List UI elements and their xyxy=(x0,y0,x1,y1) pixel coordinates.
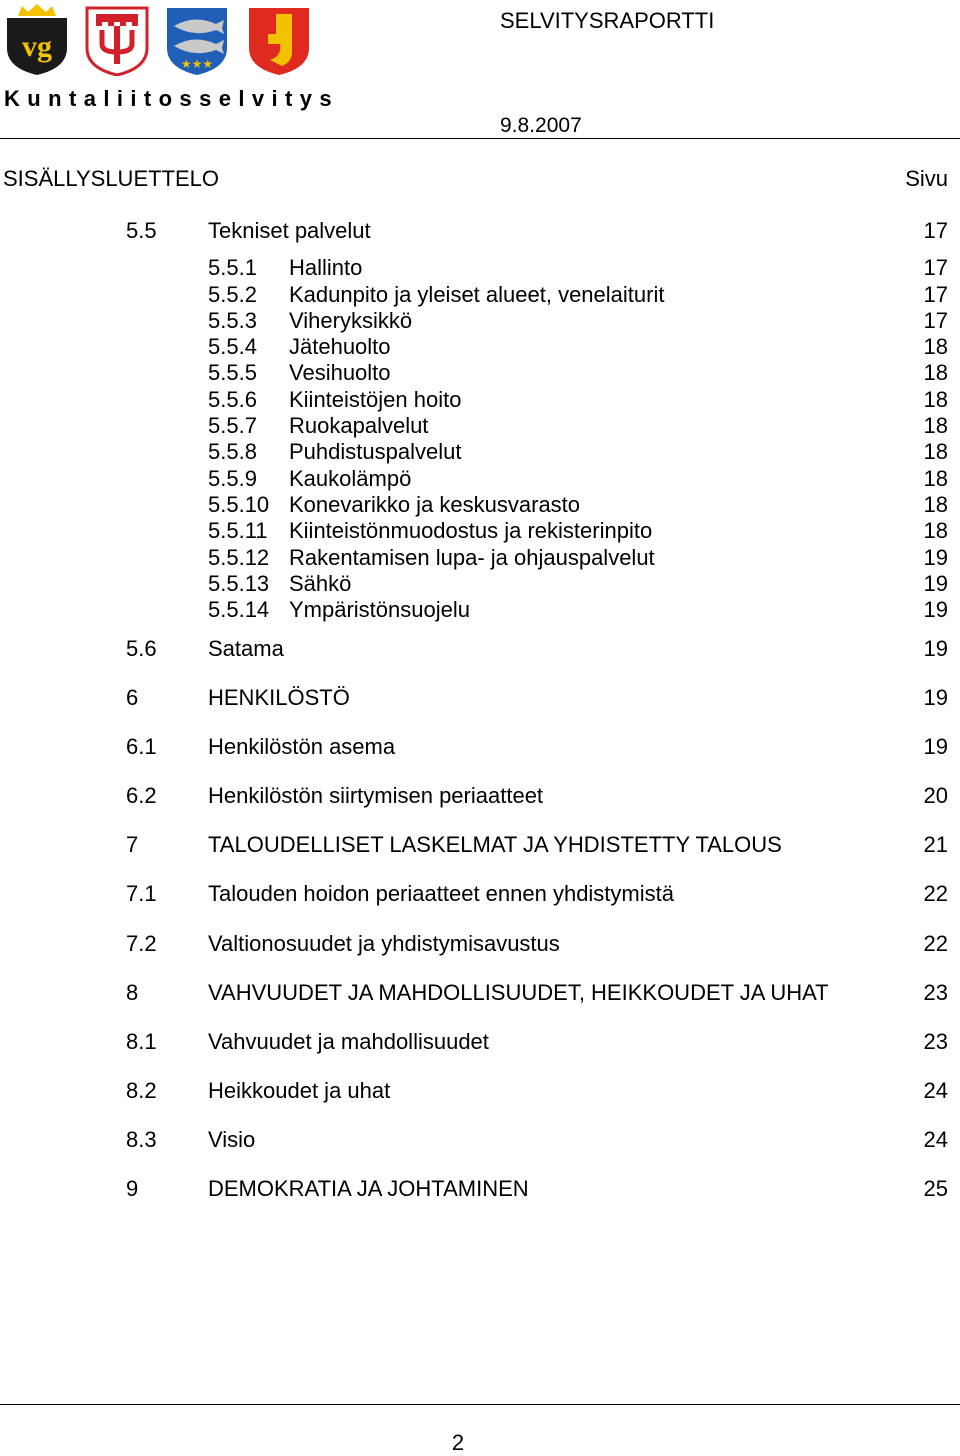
toc-entry-title: HENKILÖSTÖ xyxy=(208,685,350,710)
toc-entry-title: Viheryksikkö xyxy=(289,308,413,333)
toc-entry-title: DEMOKRATIA JA JOHTAMINEN xyxy=(208,1176,529,1201)
toc-entry-title: Visio xyxy=(208,1127,256,1152)
toc-entry-number: 8.3 xyxy=(126,1127,157,1152)
toc-entry-number: 5.5.7 xyxy=(208,413,257,438)
toc-entry-title: Ruokapalvelut xyxy=(289,413,429,438)
toc-entry-number: 7.2 xyxy=(126,931,157,956)
toc-entry-number: 7 xyxy=(126,832,139,857)
toc-entry-page: 17 xyxy=(923,218,948,243)
report-title: SELVITYSRAPORTTI xyxy=(500,8,715,33)
toc-entry-page: 19 xyxy=(923,597,948,622)
toc-entry-title: Kadunpito ja yleiset alueet, venelaiturit xyxy=(289,282,665,307)
toc-entry-title: Rakentamisen lupa- ja ohjauspalvelut xyxy=(289,545,655,570)
toc-entry-title: Henkilöstön siirtymisen periaatteet xyxy=(208,783,544,808)
toc-entry-number: 5.5.1 xyxy=(208,255,257,280)
toc-entry-title: Konevarikko ja keskusvarasto xyxy=(289,492,581,517)
toc-entry-page: 18 xyxy=(923,466,948,491)
toc-entry-page: 17 xyxy=(923,255,948,280)
toc-entry-title: Satama xyxy=(208,636,284,661)
toc-entry-page: 17 xyxy=(923,308,948,333)
toc-entry-number: 5.5.12 xyxy=(208,545,270,570)
toc-entry-title: Jätehuolto xyxy=(289,334,391,359)
toc-entry-page: 18 xyxy=(923,518,948,543)
toc-entry-number: 5.5.10 xyxy=(208,492,270,517)
toc-entry-page: 22 xyxy=(923,881,948,906)
toc-entry-page: 24 xyxy=(923,1078,948,1103)
toc-entry-page: 19 xyxy=(923,734,948,759)
toc-entry-title: TALOUDELLISET LASKELMAT JA YHDISTETTY TALOUS xyxy=(208,832,782,857)
document-subtitle: Kuntaliitosselvitys xyxy=(4,86,339,111)
toc-entry-number: 6.2 xyxy=(126,783,157,808)
toc-entry-number: 5.5.4 xyxy=(208,334,257,359)
toc-heading: SISÄLLYSLUETTELO xyxy=(3,166,220,191)
document-date: 9.8.2007 xyxy=(500,114,582,137)
toc-entry-page: 19 xyxy=(923,571,948,596)
toc-entry-page: 19 xyxy=(923,636,948,661)
toc-entry-number: 5.5.6 xyxy=(208,387,257,412)
toc-entry-page: 18 xyxy=(923,492,948,517)
toc-entry-title: Vahvuudet ja mahdollisuudet xyxy=(208,1029,489,1054)
toc-entry-number: 5.5.14 xyxy=(208,597,270,622)
toc-entry-title: Vesihuolto xyxy=(289,360,391,385)
toc-entry-number: 8.1 xyxy=(126,1029,157,1054)
toc-entry-page: 18 xyxy=(923,439,948,464)
toc-entry-number: 5.5.11 xyxy=(208,518,268,543)
toc-entry-title: Kiinteistöjen hoito xyxy=(289,387,462,412)
toc-entry-number: 5.5.9 xyxy=(208,466,257,491)
footer-divider xyxy=(0,1404,960,1405)
toc-entry-number: 6.1 xyxy=(126,734,157,759)
toc-entry-title: Valtionosuudet ja yhdistymisavustus xyxy=(208,931,560,956)
toc-entry-number: 9 xyxy=(126,1176,139,1201)
toc-entry-title: Kiinteistönmuodostus ja rekisterinpito xyxy=(289,518,653,543)
toc-entry-title: Talouden hoidon periaatteet ennen yhdistymistä xyxy=(208,881,674,906)
toc-entry-title: Ympäristönsuojelu xyxy=(289,597,470,622)
toc-entry-page: 18 xyxy=(923,334,948,359)
toc-entry-page: 18 xyxy=(923,360,948,385)
toc-entry-number: 5.5.13 xyxy=(208,571,270,596)
toc-entry-page: 21 xyxy=(923,832,948,857)
toc-entry-page: 18 xyxy=(923,387,948,412)
toc-entry-number: 7.1 xyxy=(126,881,157,906)
toc-entry-page: 17 xyxy=(923,282,948,307)
toc-entry-page: 22 xyxy=(923,931,948,956)
page-column-label: Sivu xyxy=(905,166,948,191)
toc-entry-number: 6 xyxy=(126,685,139,710)
toc-entry-page: 20 xyxy=(923,783,948,808)
toc-entry-page: 25 xyxy=(923,1176,948,1201)
toc-entry-number: 8.2 xyxy=(126,1078,157,1103)
toc-entry-page: 19 xyxy=(923,545,948,570)
toc-entry-title: Kaukolämpö xyxy=(289,466,412,491)
svg-text:★★★: ★★★ xyxy=(180,57,214,71)
toc-entry-page: 23 xyxy=(923,1029,948,1054)
toc-entry-page: 19 xyxy=(923,685,948,710)
toc-entry-title: Heikkoudet ja uhat xyxy=(208,1078,391,1103)
toc-entry-number: 5.5.5 xyxy=(208,360,257,385)
toc-entry-page: 18 xyxy=(923,413,948,438)
toc-entry-title: Henkilöstön asema xyxy=(208,734,396,759)
toc-entry-title: Sähkö xyxy=(289,571,352,596)
toc-entry-title: Hallinto xyxy=(289,255,363,280)
svg-text:vg: vg xyxy=(22,30,52,63)
toc-entry-title: VAHVUUDET JA MAHDOLLISUUDET, HEIKKOUDET JA UHAT xyxy=(208,980,829,1005)
toc-entry-number: 5.5 xyxy=(126,218,157,243)
toc-entry-page: 24 xyxy=(923,1127,948,1152)
toc-entry-title: Puhdistuspalvelut xyxy=(289,439,462,464)
toc-entry-page: 23 xyxy=(923,980,948,1005)
page-number: 2 xyxy=(451,1430,465,1455)
toc-entry-number: 5.5.3 xyxy=(208,308,257,333)
toc-entry-number: 8 xyxy=(126,980,139,1005)
toc-entry-number: 5.6 xyxy=(126,636,157,661)
toc-entry-title: Tekniset palvelut xyxy=(208,218,371,243)
toc-entry-number: 5.5.8 xyxy=(208,439,257,464)
toc-entry-number: 5.5.2 xyxy=(208,282,257,307)
